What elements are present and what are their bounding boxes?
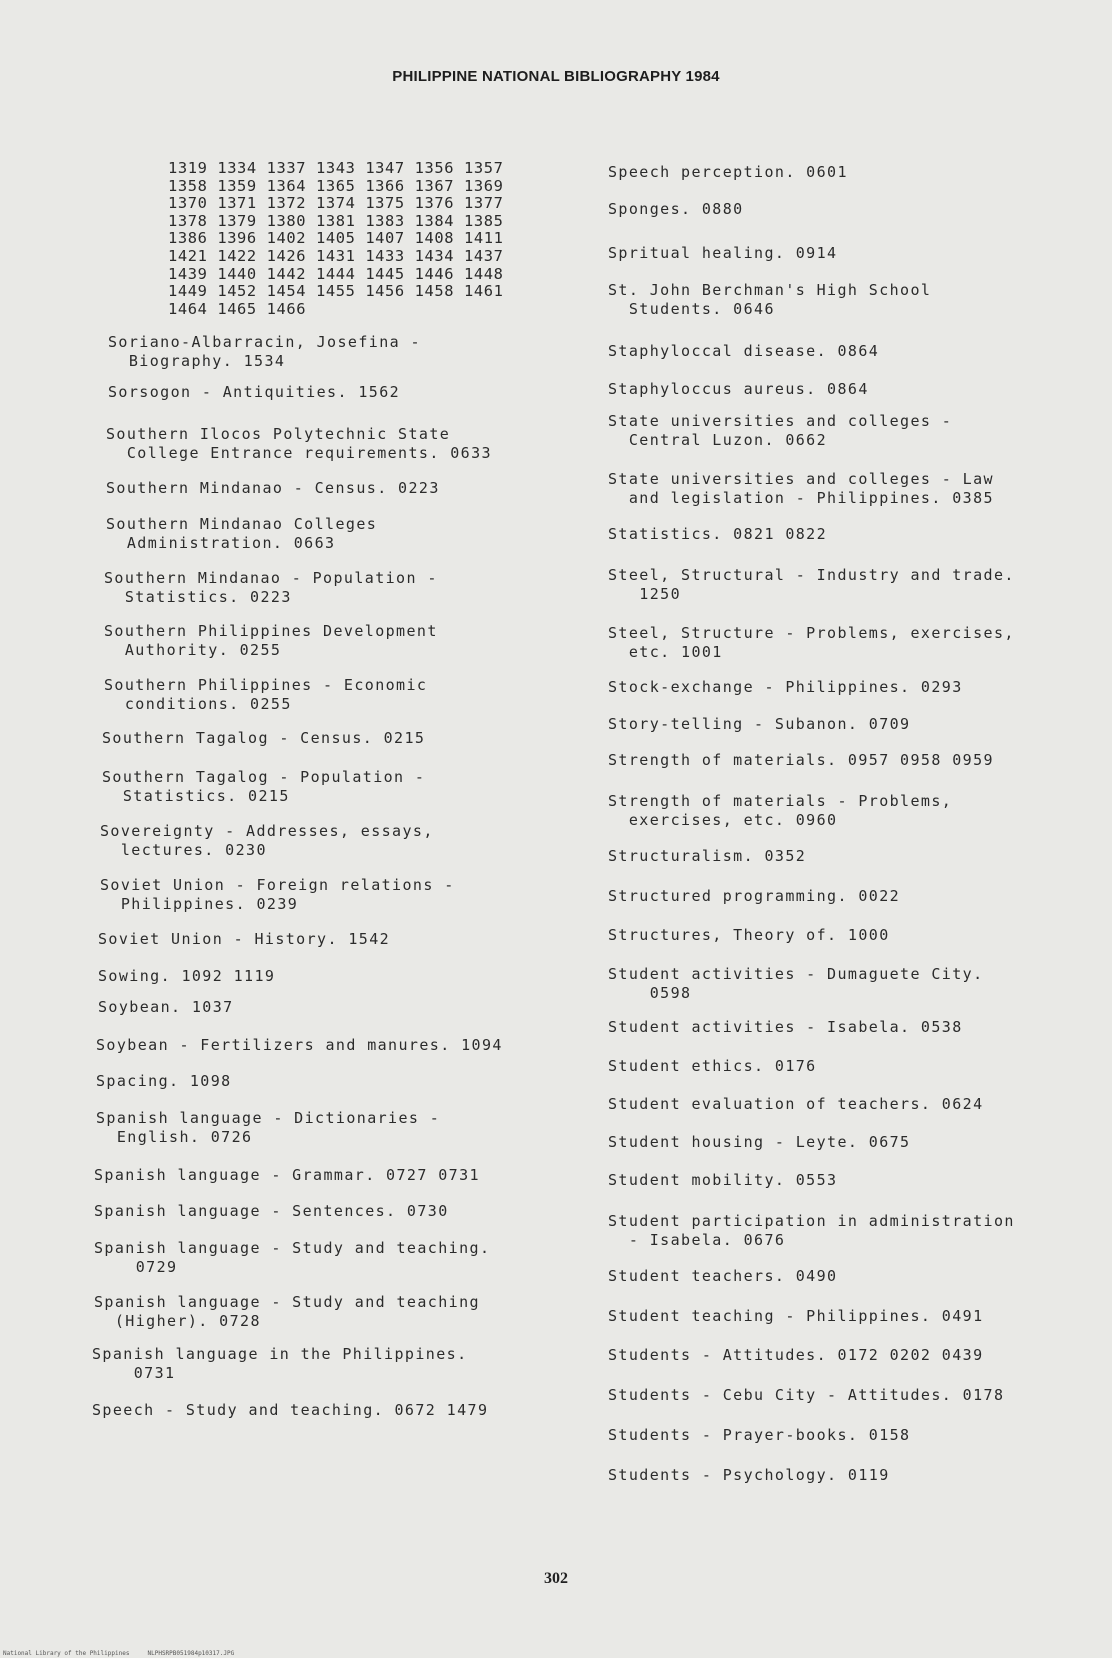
entry-heading: Spanish language - Study and teaching [94,1293,480,1311]
index-entry [106,425,492,463]
index-entry [98,967,275,986]
entry-heading: Sowing. 1092 1119 [98,967,276,985]
entry-heading: Strength of materials - Problems, [608,792,953,810]
index-entry [608,1057,817,1076]
index-entry [108,383,400,402]
entry-heading: Southern Mindanao - Population - [104,569,438,587]
index-entry [104,569,438,607]
index-number-row: 1449 1452 1454 1455 1456 1458 1461 [168,282,504,301]
index-entry [608,281,931,319]
index-entry [102,729,425,748]
entry-continuation: Administration. 0663 [106,534,336,552]
entry-heading: Sponges. 0880 [608,200,744,218]
index-number-row: 1378 1379 1380 1381 1383 1384 1385 [168,211,504,230]
entry-heading: Spanish language - Study and teaching. [94,1239,491,1257]
index-entry [102,768,425,806]
index-entry [608,1018,963,1037]
entry-heading: State universities and colleges - Law [608,470,994,488]
index-number-row: 1439 1440 1442 1444 1445 1446 1448 [168,264,504,283]
index-entry [608,1466,890,1485]
entry-heading: Structured programming. 0022 [608,887,901,905]
index-entry [92,1401,488,1420]
entry-heading: Student mobility. 0553 [608,1171,838,1189]
entry-heading: Student teaching - Philippines. 0491 [608,1307,984,1325]
index-entry [94,1293,480,1331]
index-entry [608,1267,837,1286]
index-entry [106,515,377,553]
entry-heading: Student ethics. 0176 [608,1057,817,1075]
index-entry [608,342,879,361]
index-entry [608,678,963,697]
index-entry [608,470,994,508]
index-entry [608,566,1015,604]
entry-heading: Spanish language - Sentences. 0730 [94,1202,449,1220]
entry-heading: Students - Cebu City - Attitudes. 0178 [608,1386,1005,1404]
index-entry [608,1212,1015,1250]
entry-heading: Southern Philippines Development [104,622,438,640]
entry-heading: Spanish language - Dictionaries - [96,1109,441,1127]
entry-continuation: Statistics. 0223 [104,588,292,606]
index-entry [94,1166,480,1185]
index-entry [106,479,440,498]
entry-heading: Southern Tagalog - Census. 0215 [102,729,426,747]
entry-continuation: 0598 [608,984,692,1002]
entry-heading: Staphyloccal disease. 0864 [608,342,880,360]
entry-heading: Southern Philippines - Economic [104,676,428,694]
index-entry [608,792,952,830]
entry-heading: State universities and colleges - [608,412,953,430]
entry-heading: Statistics. 0821 0822 [608,525,828,543]
index-entry [96,1109,440,1147]
entry-heading: Student activities - Isabela. 0538 [608,1018,963,1036]
index-entry [104,622,438,660]
index-entry [608,751,994,770]
entry-continuation: Statistics. 0215 [102,787,290,805]
entry-continuation: - Isabela. 0676 [608,1231,786,1249]
entry-continuation: Biography. 1534 [108,352,286,370]
index-entry [608,1171,837,1190]
entry-heading: Southern Mindanao - Census. 0223 [106,479,440,497]
entry-continuation: (Higher). 0728 [94,1312,261,1330]
entry-heading: Student teachers. 0490 [608,1267,838,1285]
entry-continuation: 1250 [608,585,682,603]
index-number-row: 1358 1359 1364 1365 1366 1367 1369 [168,176,504,195]
entry-heading: Soriano-Albarracin, Josefina - [108,333,421,351]
index-entry [608,163,848,182]
entry-continuation: lectures. 0230 [100,841,267,859]
entry-heading: Soviet Union - Foreign relations - [100,876,455,894]
entry-heading: Southern Mindanao Colleges [106,515,378,533]
entry-continuation: exercises, etc. 0960 [608,811,838,829]
index-entry [608,624,1015,662]
index-entry [608,715,911,734]
entry-heading: Staphyloccus aureus. 0864 [608,380,869,398]
scan-footer: National Library of the Philippines NLPHSRPB051984p10317.JPG [3,1650,235,1657]
entry-heading: Students - Prayer-books. 0158 [608,1426,911,1444]
entry-heading: Strength of materials. 0957 0958 0959 [608,751,994,769]
index-entry [608,380,869,399]
entry-heading: Southern Ilocos Polytechnic State [106,425,451,443]
index-entry [608,1307,984,1326]
entry-heading: Story-telling - Subanon. 0709 [608,715,911,733]
entry-continuation: English. 0726 [96,1128,253,1146]
entry-heading: Southern Tagalog - Population - [102,768,426,786]
index-entry [608,1386,1004,1405]
index-entry [96,1072,232,1091]
index-number-block [168,160,568,318]
index-entry [608,1095,984,1114]
entry-continuation: College Entrance requirements. 0633 [106,444,492,462]
entry-heading: Soybean - Fertilizers and manures. 1094 [96,1036,503,1054]
entry-heading: Speech perception. 0601 [608,163,848,181]
index-entry [92,1345,468,1383]
index-entry [608,200,744,219]
entry-continuation: 0731 [92,1364,176,1382]
index-number-row: 1370 1371 1372 1374 1375 1376 1377 [168,194,504,213]
entry-continuation: Philippines. 0239 [100,895,299,913]
index-entry [94,1202,449,1221]
entry-heading: Students - Psychology. 0119 [608,1466,890,1484]
index-entry [608,965,984,1003]
index-number-row: 1464 1465 1466 [168,299,307,318]
entry-continuation: and legislation - Philippines. 0385 [608,489,994,507]
index-entry [608,1426,911,1445]
index-entry [94,1239,490,1277]
entry-heading: Stock-exchange - Philippines. 0293 [608,678,963,696]
entry-heading: St. John Berchman's High School [608,281,932,299]
index-entry [608,1133,911,1152]
index-entry [98,998,234,1017]
entry-heading: Spanish language in the Philippines. [92,1345,468,1363]
entry-heading: Spacing. 1098 [96,1072,232,1090]
entry-heading: Student activities - Dumaguete City. [608,965,984,983]
entry-heading: Students - Attitudes. 0172 0202 0439 [608,1346,984,1364]
entry-heading: Spritual healing. 0914 [608,244,838,262]
entry-continuation: etc. 1001 [608,643,723,661]
entry-heading: Steel, Structural - Industry and trade. [608,566,1015,584]
entry-heading: Spanish language - Grammar. 0727 0731 [94,1166,480,1184]
entry-heading: Sorsogon - Antiquities. 1562 [108,383,401,401]
entry-continuation: 0729 [94,1258,178,1276]
index-entry [108,333,421,371]
entry-heading: Speech - Study and teaching. 0672 1479 [92,1401,489,1419]
index-entry [608,412,952,450]
entry-heading: Student participation in administration [608,1212,1015,1230]
entry-continuation: conditions. 0255 [104,695,292,713]
index-entry [608,926,890,945]
page-title: PHILIPPINE NATIONAL BIBLIOGRAPHY 1984 [392,68,720,85]
entry-continuation: Authority. 0255 [104,641,282,659]
index-entry [608,525,827,544]
index-entry [100,822,434,860]
entry-heading: Steel, Structure - Problems, exercises, [608,624,1015,642]
entry-continuation: Central Luzon. 0662 [608,431,828,449]
entry-heading: Structures, Theory of. 1000 [608,926,890,944]
index-entry [608,244,837,263]
index-number-row: 1319 1334 1337 1343 1347 1356 1357 [168,159,504,177]
page-number: 302 [544,1570,568,1587]
index-number-row: 1421 1422 1426 1431 1433 1434 1437 [168,246,504,265]
index-entry [608,1346,984,1365]
index-entry [98,930,390,949]
entry-heading: Sovereignty - Addresses, essays, [100,822,434,840]
entry-continuation: Students. 0646 [608,300,775,318]
entry-heading: Student housing - Leyte. 0675 [608,1133,911,1151]
index-number-row: 1386 1396 1402 1405 1407 1408 1411 [168,229,504,248]
index-entry [100,876,455,914]
entry-heading: Soviet Union - History. 1542 [98,930,391,948]
index-entry [608,887,900,906]
index-entry [608,847,806,866]
index-entry [104,676,427,714]
entry-heading: Student evaluation of teachers. 0624 [608,1095,984,1113]
index-entry [96,1036,503,1055]
entry-heading: Soybean. 1037 [98,998,234,1016]
entry-heading: Structuralism. 0352 [608,847,807,865]
